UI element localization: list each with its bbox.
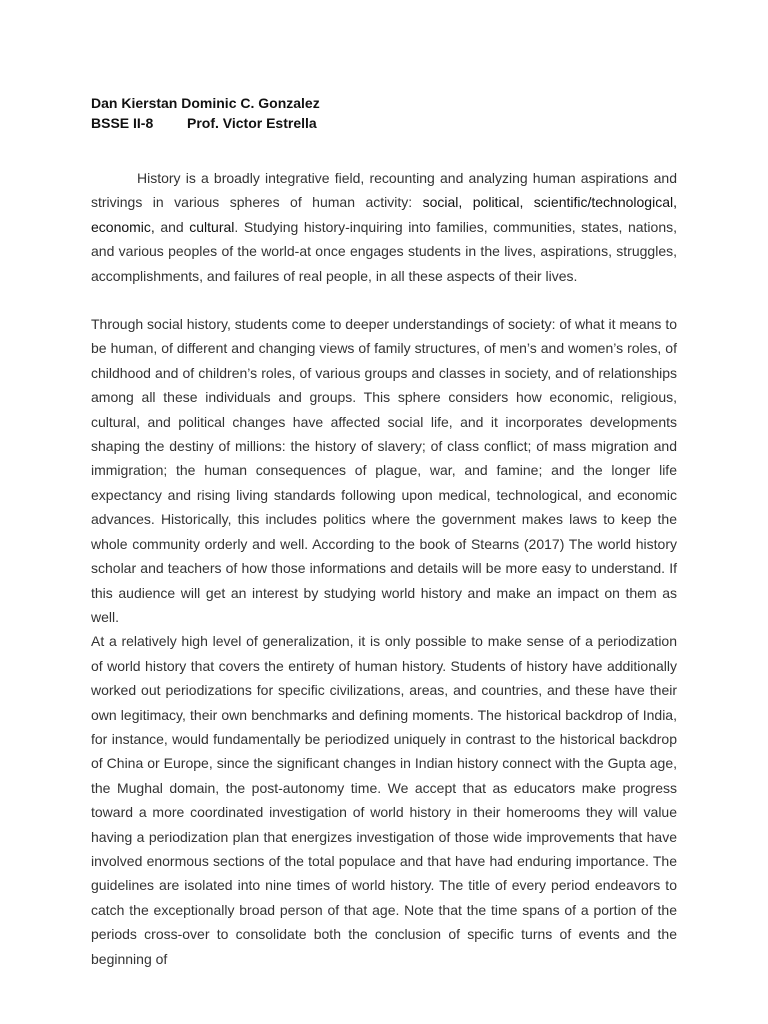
document-header <box>91 93 691 133</box>
paragraph-intro <box>91 166 677 288</box>
paragraph-social-history: Through social history, students come to deeper understandings of society: of what it means to be human, of different and changing views of family structures, of men’s and women’s roles, of childhood and of children’s roles, of various groups and classes in society, and of relationships among all these individuals and groups. This sphere considers how economic, religious, cultural, and political changes have affected social life, and it incorporates developments shaping the destiny of millions: the history of slavery; of class conflict; of mass migration and immigration; the human consequences of plague, war, and famine; and the longer life expectancy and rising living standards following upon medical, technological, and economic advances. Historically, this includes politics where the government makes laws to keep the whole community orderly and well. According to the book of Stearns (2017) The world history scholar and teachers of how those informations and details will be more easy to understand. If this audience will get an interest by studying world history and make an impact on them as well. <box>91 316 677 625</box>
and-word: and <box>154 218 190 235</box>
course-line <box>91 113 691 133</box>
paragraph-periodization: At a relatively high level of generalization, it is only possible to make sense of a periodization of world history that covers the entirety of human history. Students of history have additionally worked out periodizations for specific civilizations, areas, and countries, and these have their own legitimacy, their own benchmarks and defining moments. The historical backdrop of India, for instance, would fundamentally be periodized uniquely in contrast to the historical backdrop of China or Europe, since the significant changes in Indian history connect with the Gupta age, the Mughal domain, the post-autonomy time. We accept that as educators make progress toward a more coordinated investigation of world history in their homerooms they will value having a periodization plan that energizes investigation of those wide improvements that have involved enormous sections of the total populace and that have had enduring importance. The guidelines are isolated into nine times of world history. The title of every period endeavors to catch the exceptionally broad person of that age. Note that the time spans of a portion of the periods cross-over to consolidate both the conclusion of specific turns of events and the beginning of <box>91 633 677 967</box>
course-code: BSSE II-8 <box>91 115 154 131</box>
cultural-word: cultural <box>189 218 235 235</box>
intro-text-end: . Studying history-inquiring into families, communities, states, nations, and various peoples of the world-at once engages students in the lives, aspirations, struggles, accomplishments, and failures of real people, in all these aspects of their lives. <box>91 218 677 284</box>
professor-name: Prof. Victor Estrella <box>187 115 317 131</box>
author-name: Dan Kierstan Dominic C. Gonzalez <box>91 95 320 111</box>
intro-text-start: History is a broadly integrative field, recounting and analyzing human aspirations and strivings in various spheres of human activity: <box>91 170 677 211</box>
document-body <box>91 166 677 971</box>
spheres-list: social, political, scientific/technological, economic, <box>91 194 677 235</box>
